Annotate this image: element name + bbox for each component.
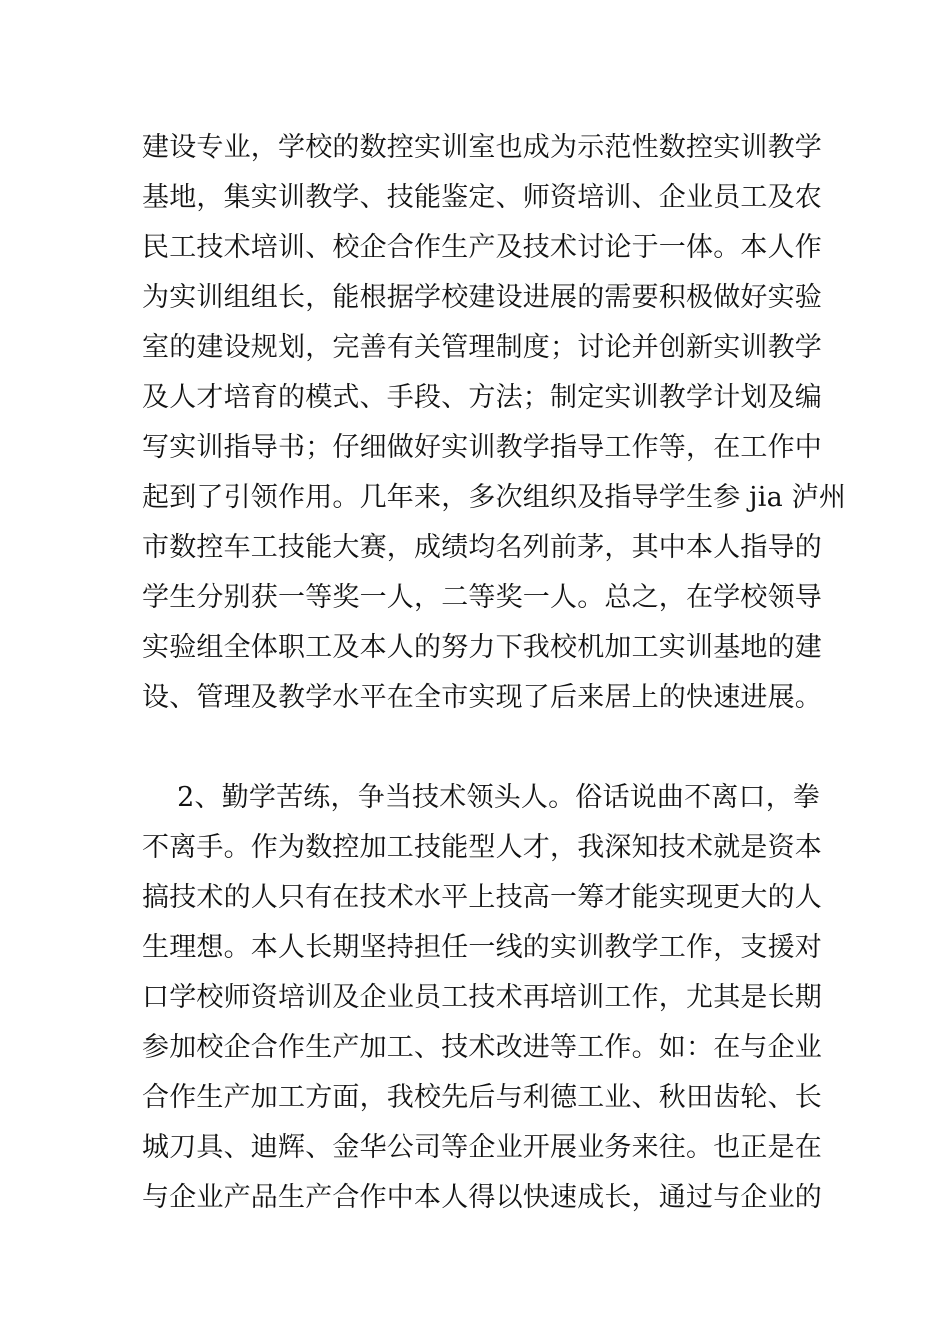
text-line: 写实训指导书；仔细做好实训教学指导工作等，在工作中 [142, 432, 822, 463]
text-line: 市数控车工技能大赛，成绩均名列前茅，其中本人指导的 [142, 532, 822, 563]
text-line: 生理想。本人长期坚持担任一线的实训教学工作，支援对 [142, 932, 822, 963]
text-line: 口学校师资培训及企业员工技术再培训工作，尤其是长期 [142, 982, 822, 1013]
text-line: 学生分别获一等奖一人，二等奖一人。总之，在学校领导 [142, 582, 822, 613]
text-line: 设、管理及教学水平在全市实现了后来居上的快速进展。 [142, 682, 822, 713]
text-line: 与企业产品生产合作中本人得以快速成长，通过与企业的 [142, 1182, 822, 1213]
text-line: 实验组全体职工及本人的努力下我校机加工实训基地的建 [142, 632, 822, 663]
text-line: 参加校企合作生产加工、技术改进等工作。如：在与企业 [142, 1032, 822, 1063]
text-line: 起到了引领作用。几年来，多次组织及指导学生参 jia 泸州 [142, 482, 847, 513]
text-line: 基地，集实训教学、技能鉴定、师资培训、企业员工及农 [142, 182, 822, 213]
text-line: 城刀具、迪辉、金华公司等企业开展业务来往。也正是在 [142, 1132, 822, 1163]
text-line: 室的建设规划，完善有关管理制度；讨论并创新实训教学 [142, 332, 822, 363]
text-line: 不离手。作为数控加工技能型人才，我深知技术就是资本 [142, 832, 822, 863]
text-line: 为实训组组长，能根据学校建设进展的需要积极做好实验 [142, 282, 822, 313]
text-line: 合作生产加工方面，我校先后与利德工业、秋田齿轮、长 [142, 1082, 822, 1113]
text-line: 搞技术的人只有在技术水平上技高一筹才能实现更大的人 [142, 882, 822, 913]
text-line: 及人才培育的模式、手段、方法；制定实训教学计划及编 [142, 382, 822, 413]
text-line: 建设专业，学校的数控实训室也成为示范性数控实训教学 [142, 132, 822, 163]
text-line: 民工技术培训、校企合作生产及技术讨论于一体。本人作 [142, 232, 822, 263]
text-line: 2、勤学苦练，争当技术领头人。俗话说曲不离口，拳 [142, 782, 821, 813]
